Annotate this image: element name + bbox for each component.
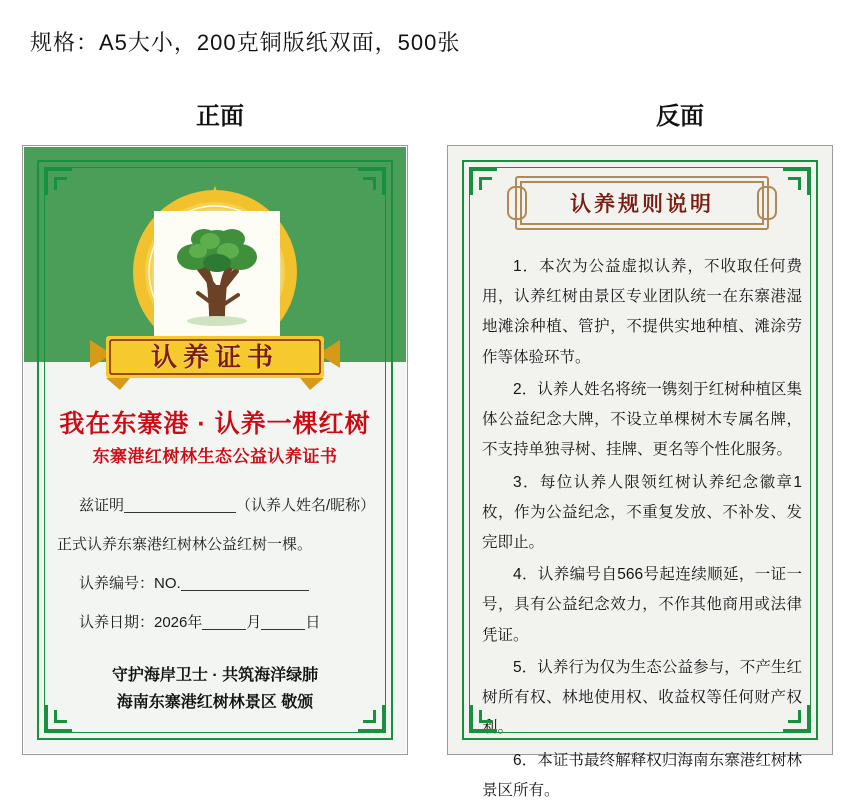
day-label: 日: [305, 614, 321, 631]
certificate-form-area: [57, 486, 376, 642]
front-footer-signature: [23, 662, 407, 716]
form-line-date: [57, 603, 373, 642]
footer-issuer: 海南东寨港红树林景区 敬颁: [116, 693, 314, 711]
name-blank-field[interactable]: [124, 496, 236, 513]
rule-item: 5．认养行为仅为生态公益参与，不产生红树所有权、林地使用权、收益权等任何财产权利。: [482, 658, 802, 737]
rule-item: 6．本证书最终解释权归海南东寨港红树林景区所有。: [482, 751, 802, 799]
back-title-plaque: [515, 176, 769, 230]
back-title-text: 认养规则说明: [570, 193, 714, 216]
front-side-label: 正面: [196, 103, 244, 130]
adoption-number-blank-field[interactable]: [181, 574, 309, 591]
ribbon-banner: [90, 336, 340, 390]
back-side-label: 反面: [656, 103, 704, 130]
day-blank-field[interactable]: [261, 613, 305, 630]
form-line-name: [57, 486, 376, 525]
month-blank-field[interactable]: [202, 613, 246, 630]
rule-item: 3．每位认养人限领红树认养纪念徽章1枚，作为公益纪念，不重复发放、不补发、发完即止。: [482, 473, 802, 551]
spec-text: 规格：A5大小，200克铜版纸双面，500张: [30, 30, 461, 55]
tree-seal-emblem: [129, 186, 301, 358]
form-line-statement: 正式认养东寨港红树林公益红树一棵。: [57, 536, 313, 553]
adoption-number-label: 认养编号：NO.: [79, 575, 181, 592]
back-content: [482, 176, 802, 799]
rule-item: 2．认养人姓名将统一镌刻于红树种植区集体公益纪念大牌，不设立单棵树木专属名牌，不支持单独寻树、挂牌、更名等个性化服务。: [482, 380, 802, 459]
mangrove-tree-illustration: [152, 209, 282, 339]
month-label: 月: [246, 614, 262, 631]
form-line-number: [57, 564, 373, 603]
rule-item: 1．本次为公益虚拟认养，不收取任何费用，认养红树由景区专业团队统一在东寨港湿地滩涂种植、管护，不提供实地种植、滩涂劳作等体验环节。: [482, 258, 802, 366]
rules-list: [482, 252, 802, 806]
footer-slogan: 守护海岸卫士 · 共筑海洋绿肺: [111, 666, 319, 684]
plaque-right-scroll-icon: [757, 186, 777, 220]
ribbon-title: 认养证书: [150, 342, 279, 372]
certify-prefix-label: 兹证明: [79, 497, 125, 514]
adoption-date-label: 认养日期：2026年: [79, 614, 203, 631]
certify-suffix-label: （认养人姓名/昵称）: [236, 497, 376, 514]
front-main-title: 我在东寨港 · 认养一棵红树: [59, 410, 371, 438]
rule-item: 4．认养编号自566号起连续顺延，一证一号，具有公益纪念效力，不作其他商用或法律凭证。: [482, 566, 802, 644]
plaque-left-scroll-icon: [507, 186, 527, 220]
front-sub-title: 东寨港红树林生态公益认养证书: [92, 447, 338, 466]
certificate-back-card: [447, 145, 833, 799]
certificate-front-card: [22, 145, 408, 755]
